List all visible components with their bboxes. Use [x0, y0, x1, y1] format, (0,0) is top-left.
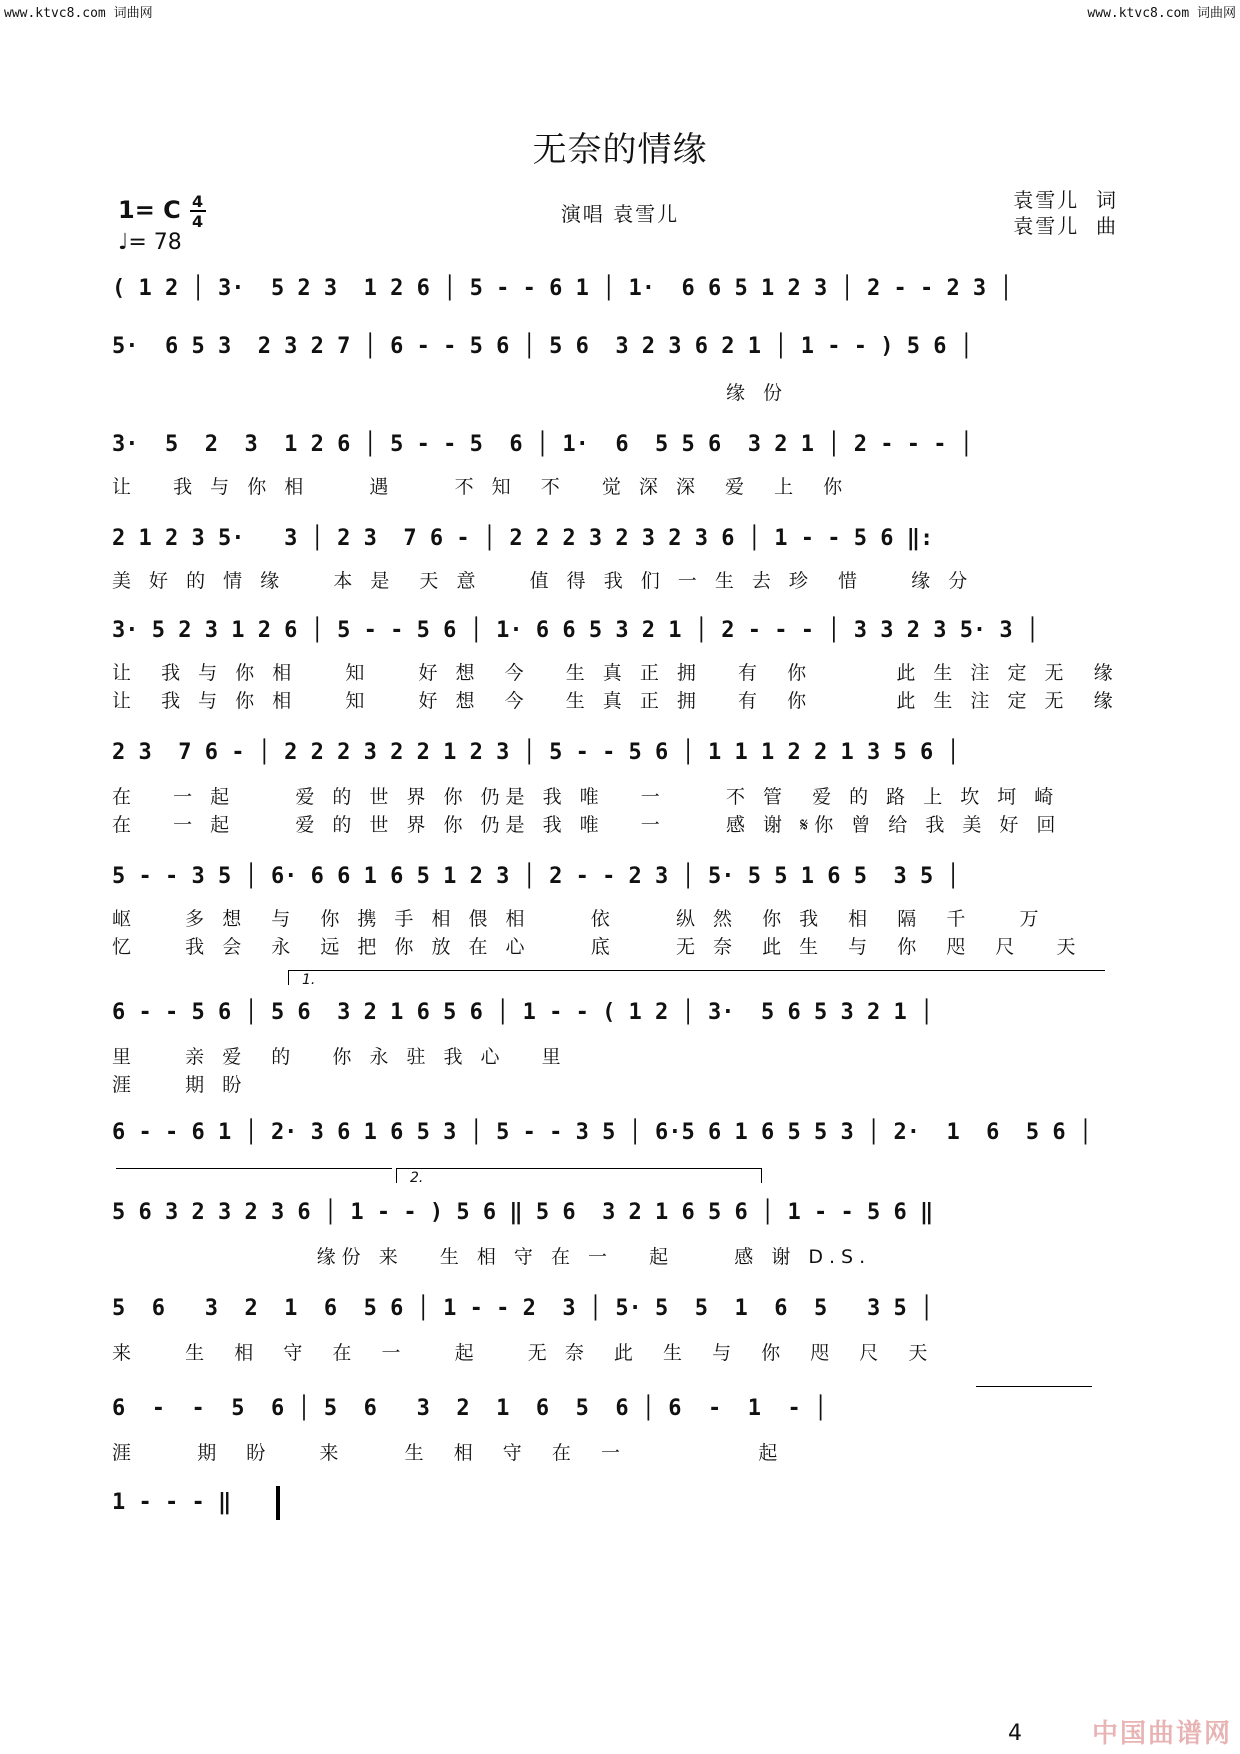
lyric-row: 来 生 相 守 在 一 起 无 奈 此 生 与 你 咫 尺 天 [112, 1342, 934, 1364]
page-number: 4 [1008, 1721, 1022, 1746]
song-title: 无奈的情缘 [532, 130, 708, 170]
first-ending-bracket [288, 970, 1105, 985]
score-line [112, 740, 1142, 840]
score-line [112, 526, 1142, 596]
first-ending-mark: 1. [302, 972, 316, 988]
score-line [112, 1296, 1142, 1366]
repeat-bracket [116, 1168, 392, 1169]
final-barline [276, 1486, 280, 1520]
lyric-row: 里 亲 爱 的 你 永 驻 我 心 里 [112, 1046, 567, 1068]
notation-row: 2 3 7 6 - │ 2 2 2 3 2 2 1 2 3 │ 5 - - 5 6 │ 1 1 1 2 2 1 3 5 6 │ [112, 740, 960, 765]
site-url-left[interactable]: www.ktvc8.com 词曲网 [4, 6, 153, 21]
score-line [112, 864, 1142, 964]
lyric-row: 涯 期 盼 [112, 1074, 248, 1096]
score-line [112, 1490, 1142, 1530]
notation-row: 5 6 3 2 3 2 3 6 │ 1 - - ) 5 6 ‖ 5 6 3 2 1 6 5 6 │ 1 - - 5 6 ‖ [112, 1200, 934, 1225]
time-signature-bottom: 4 [192, 212, 204, 231]
score-line [112, 276, 1142, 316]
score-line [112, 1200, 1142, 1270]
tempo-marking: ♩= 78 [118, 230, 182, 255]
key-signature: 1= C [118, 196, 181, 224]
second-ending-mark: 2. [410, 1170, 424, 1186]
singer-credit: 演唱 袁雪儿 [560, 202, 680, 226]
notation-row: 3· 5 2 3 1 2 6 │ 5 - - 5 6 │ 1· 6 6 5 3 2 1 │ 2 - - - │ 3 3 2 3 5· 3 │ [112, 618, 1040, 643]
lyric-row: 美 好 的 情 缘 本 是 天 意 值 得 我 们 一 生 去 珍 惜 缘 分 [112, 570, 974, 592]
notation-row: 5 6 3 2 1 6 5 6 │ 1 - - 2 3 │ 5· 5 5 1 6 5 3 5 │ [112, 1296, 934, 1321]
lyric-row: 岖 多 想 与 你 携 手 相 偎 相 依 纵 然 你 我 相 隔 千 万 [112, 908, 1045, 930]
lyric-row: 涯 期 盼 来 生 相 守 在 一 起 [112, 1442, 784, 1464]
notation-row: 1 - - - ‖ [112, 1490, 232, 1515]
score-line [112, 618, 1142, 718]
second-ending-bracket [396, 1168, 762, 1183]
watermark-logo: 中国曲谱网 [1091, 1719, 1232, 1749]
lyric-row: 忆 我 会 永 远 把 你 放 在 心 底 无 奈 此 生 与 你 咫 尺 天 [112, 936, 1082, 958]
notation-row: ( 1 2 │ 3· 5 2 3 1 2 6 │ 5 - - 6 1 │ 1· 6 6 5 1 2 3 │ 2 - - 2 3 │ [112, 276, 1013, 301]
lyric-row: 在 一 起 爱 的 世 界 你 仍是 我 唯 一 不 管 爱 的 路 上 坎 坷 崎 [112, 786, 1060, 808]
score-line [112, 1120, 1142, 1170]
score-line [112, 334, 1142, 404]
tie-arc [976, 1386, 1092, 1387]
notation-row: 3· 5 2 3 1 2 6 │ 5 - - 5 6 │ 1· 6 5 5 6 3 2 1 │ 2 - - - │ [112, 432, 973, 457]
site-url-right[interactable]: www.ktvc8.com 词曲网 [1087, 6, 1236, 21]
notation-row: 2 1 2 3 5· 3 │ 2 3 7 6 - │ 2 2 2 3 2 3 2 3 6 │ 1 - - 5 6 ‖: [112, 526, 934, 551]
notation-row: 5· 6 5 3 2 3 2 7 │ 6 - - 5 6 │ 5 6 3 2 3 6 2 1 │ 1 - - ) 5 6 │ [112, 334, 973, 359]
lyric-row: 缘 份 [112, 382, 789, 404]
composer-credit: 袁雪儿 曲 [1013, 214, 1118, 238]
lyricist-credit: 袁雪儿 词 [1013, 188, 1118, 212]
notation-row: 6 - - 5 6 │ 5 6 3 2 1 6 5 6 │ 6 - 1 - │ [112, 1396, 828, 1421]
lyric-row: 让 我 与 你 相 知 好 想 今 生 真 正 拥 有 你 此 生 注 定 无 缘 [112, 690, 1119, 712]
lyric-row: 缘份 来 生 相 守 在 一 起 感 谢 D.S. [112, 1246, 872, 1268]
score-line [112, 432, 1142, 502]
lyric-row: 在 一 起 爱 的 世 界 你 仍是 我 唯 一 感 谢 𝄋你 曾 给 我 美 好 回 [112, 814, 1062, 836]
lyric-row: 让 我 与 你 相 遇 不 知 不 觉 深 深 爱 上 你 [112, 476, 849, 498]
lyric-row: 让 我 与 你 相 知 好 想 今 生 真 正 拥 有 你 此 生 注 定 无 缘 [112, 662, 1119, 684]
notation-row: 6 - - 5 6 │ 5 6 3 2 1 6 5 6 │ 1 - - ( 1 2 │ 3· 5 6 5 3 2 1 │ [112, 1000, 934, 1025]
score-line [112, 1396, 1142, 1466]
notation-row: 6 - - 6 1 │ 2· 3 6 1 6 5 3 │ 5 - - 3 5 │ 6·5 6 1 6 5 5 3 │ 2· 1 6 5 6 │ [112, 1120, 1093, 1145]
score-line [112, 1000, 1142, 1100]
notation-row: 5 - - 3 5 │ 6· 6 6 1 6 5 1 2 3 │ 2 - - 2 3 │ 5· 5 5 1 6 5 3 5 │ [112, 864, 960, 889]
time-signature-top: 4 [192, 192, 204, 211]
